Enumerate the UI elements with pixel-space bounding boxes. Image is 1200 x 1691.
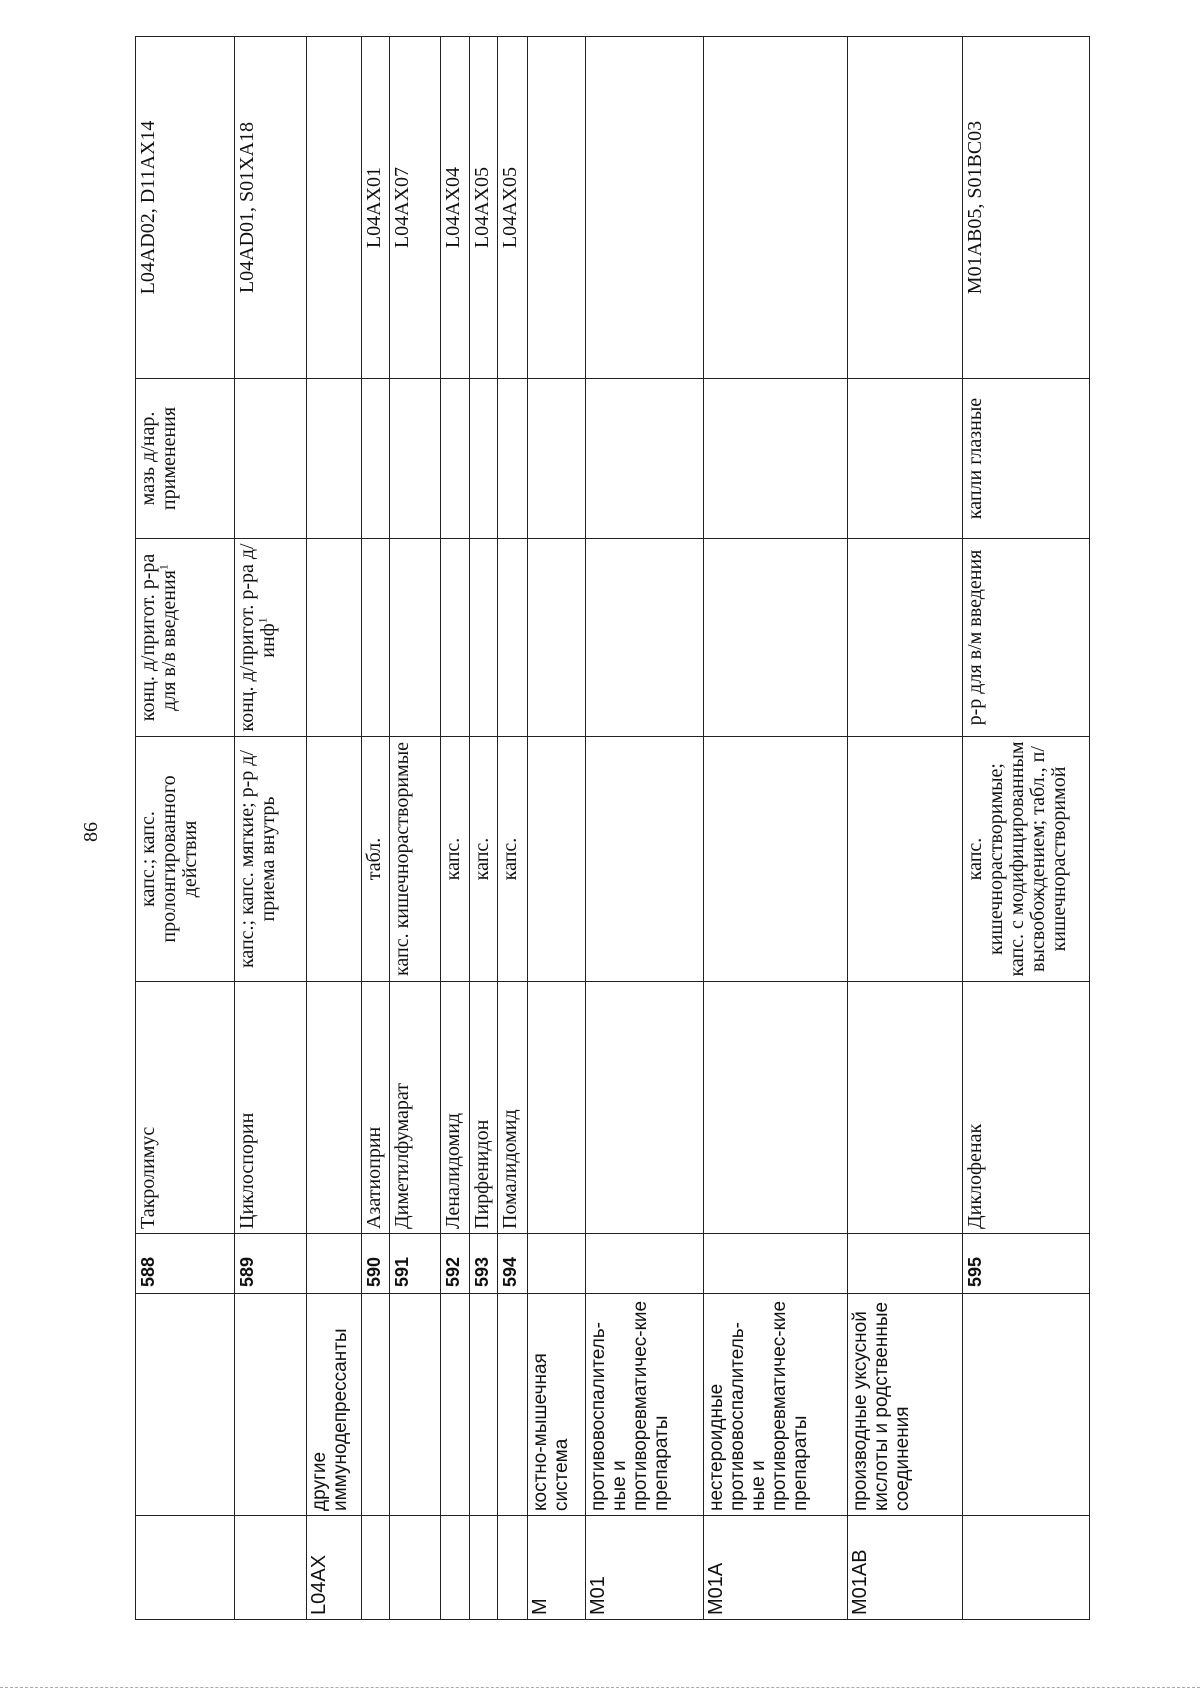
atc-group: нестероидные противовоспалитель-ные и противоревматичес-кие препараты [703, 1294, 847, 1516]
drug-name: Диметилфумарат [390, 982, 441, 1234]
dosage-forms-2 [469, 539, 497, 737]
atc-code [963, 1516, 1090, 1620]
table-row [963, 37, 1090, 1620]
footnote-mark: 1 [255, 617, 270, 624]
drug-name [528, 982, 586, 1234]
atc-code: M [528, 1516, 586, 1620]
table-row [528, 37, 586, 1620]
dosage-forms-2 [586, 539, 704, 737]
row-number: 588 [136, 1234, 235, 1294]
dosage-forms-1: капс. кишечнорастворимые; капс. с модифицированным высвобождением; табл., п/кишечнорастворимой [963, 737, 1090, 982]
dosage-forms-1: капс. [497, 737, 528, 982]
dosage-forms-1 [703, 737, 847, 982]
row-number: 592 [441, 1234, 469, 1294]
atc-codes: L04AX05 [497, 37, 528, 379]
dosage-forms-3 [235, 379, 307, 539]
drug-name: Леналидомид [441, 982, 469, 1234]
table-row [497, 37, 528, 1620]
row-number [528, 1234, 586, 1294]
atc-codes [307, 37, 362, 379]
dosage-forms-2 [847, 539, 963, 737]
dosage-forms-3 [586, 379, 704, 539]
atc-code [469, 1516, 497, 1620]
row-number [703, 1234, 847, 1294]
atc-code: M01A [703, 1516, 847, 1620]
row-number: 593 [469, 1234, 497, 1294]
atc-code [441, 1516, 469, 1620]
row-number: 594 [497, 1234, 528, 1294]
dosage-forms-2 [963, 539, 1090, 737]
table-row [847, 37, 963, 1620]
dosage-forms-3 [497, 379, 528, 539]
atc-group [136, 1294, 235, 1516]
dosage-forms-1: табл. [361, 737, 389, 982]
dosage-forms-1: капс. [441, 737, 469, 982]
atc-code [235, 1516, 307, 1620]
table-row [469, 37, 497, 1620]
dosage-forms-3 [390, 379, 441, 539]
row-number: 595 [963, 1234, 1090, 1294]
table-row [390, 37, 441, 1620]
dosage-forms-3: капли глазные [963, 379, 1090, 539]
dosage-forms-2 [136, 539, 235, 737]
row-number [307, 1234, 362, 1294]
dosage-forms-3 [703, 379, 847, 539]
atc-codes: L04AX07 [390, 37, 441, 379]
atc-codes: L04AX01 [361, 37, 389, 379]
atc-group [235, 1294, 307, 1516]
atc-code: M01AB [847, 1516, 963, 1620]
drug-name: Азатиоприн [361, 982, 389, 1234]
row-number [586, 1234, 704, 1294]
row-number [847, 1234, 963, 1294]
dosage-forms-3 [307, 379, 362, 539]
dosage-forms-1 [307, 737, 362, 982]
atc-codes: L04AX04 [441, 37, 469, 379]
dosage-forms-2-text: р-р для в/м введения [964, 549, 987, 726]
footnote-mark: 1 [156, 564, 171, 571]
atc-codes [847, 37, 963, 379]
drug-name [703, 982, 847, 1234]
atc-code: M01 [586, 1516, 704, 1620]
table-row [703, 37, 847, 1620]
drug-name: Помалидомид [497, 982, 528, 1234]
dosage-forms-2-text: конц. д/пригот. р-ра д/инф [236, 543, 280, 732]
dosage-forms-2 [307, 539, 362, 737]
atc-group [497, 1294, 528, 1516]
dosage-forms-2 [497, 539, 528, 737]
drug-table [135, 36, 1090, 1620]
atc-code [390, 1516, 441, 1620]
dosage-forms-2 [703, 539, 847, 737]
atc-codes: M01AB05, S01BC03 [963, 37, 1090, 379]
atc-group [469, 1294, 497, 1516]
atc-group: другие иммунодепрессанты [307, 1294, 362, 1516]
atc-codes [528, 37, 586, 379]
dosage-forms-1 [847, 737, 963, 982]
atc-group [441, 1294, 469, 1516]
table-row [441, 37, 469, 1620]
drug-name [586, 982, 704, 1234]
row-number: 589 [235, 1234, 307, 1294]
atc-codes [703, 37, 847, 379]
dosage-forms-1: капс. кишечнорастворимые [390, 737, 441, 982]
dosage-forms-2 [235, 539, 307, 737]
atc-group: противовоспалитель-ные и противоревматичес-кие препараты [586, 1294, 704, 1516]
dosage-forms-3 [361, 379, 389, 539]
table-row [361, 37, 389, 1620]
table-row [235, 37, 307, 1620]
atc-code [497, 1516, 528, 1620]
dosage-forms-2 [361, 539, 389, 737]
atc-group [361, 1294, 389, 1516]
dosage-forms-3: мазь д/нар. применения [136, 379, 235, 539]
atc-code [136, 1516, 235, 1620]
atc-codes: L04AX05 [469, 37, 497, 379]
table-row [307, 37, 362, 1620]
drug-name: Диклофенак [963, 982, 1090, 1234]
dosage-forms-2-text: конц. д/пригот. р-ра для в/в введения [137, 553, 180, 722]
page-number: 86 [80, 822, 102, 842]
atc-code: L04AX [307, 1516, 362, 1620]
dosage-forms-3 [528, 379, 586, 539]
dosage-forms-3 [469, 379, 497, 539]
drug-table-rotated [135, 37, 1090, 1620]
dosage-forms-1: капс.; капс. мягкие; р-р д/приема внутрь [235, 737, 307, 982]
table-row [586, 37, 704, 1620]
table-row [136, 37, 235, 1620]
dosage-forms-1 [528, 737, 586, 982]
row-number: 591 [390, 1234, 441, 1294]
dosage-forms-2 [441, 539, 469, 737]
drug-name: Такролимус [136, 982, 235, 1234]
atc-group [390, 1294, 441, 1516]
drug-name [847, 982, 963, 1234]
table-body [136, 37, 1090, 1620]
drug-name: Пирфенидон [469, 982, 497, 1234]
atc-codes: L04AD01, S01XA18 [235, 37, 307, 379]
atc-group [963, 1294, 1090, 1516]
drug-name: Циклоспорин [235, 982, 307, 1234]
dosage-forms-1: капс. [469, 737, 497, 982]
row-number: 590 [361, 1234, 389, 1294]
atc-group: костно-мышечная система [528, 1294, 586, 1516]
scan-edge-line [0, 1687, 1200, 1688]
dosage-forms-1 [586, 737, 704, 982]
atc-codes: L04AD02, D11AX14 [136, 37, 235, 379]
dosage-forms-2 [528, 539, 586, 737]
atc-code [361, 1516, 389, 1620]
dosage-forms-1: капс.; капс. пролонгированного действия [136, 737, 235, 982]
drug-name [307, 982, 362, 1234]
atc-group: производные уксусной кислоты и родственные соединения [847, 1294, 963, 1516]
dosage-forms-3 [441, 379, 469, 539]
dosage-forms-2 [390, 539, 441, 737]
atc-codes [586, 37, 704, 379]
dosage-forms-3 [847, 379, 963, 539]
